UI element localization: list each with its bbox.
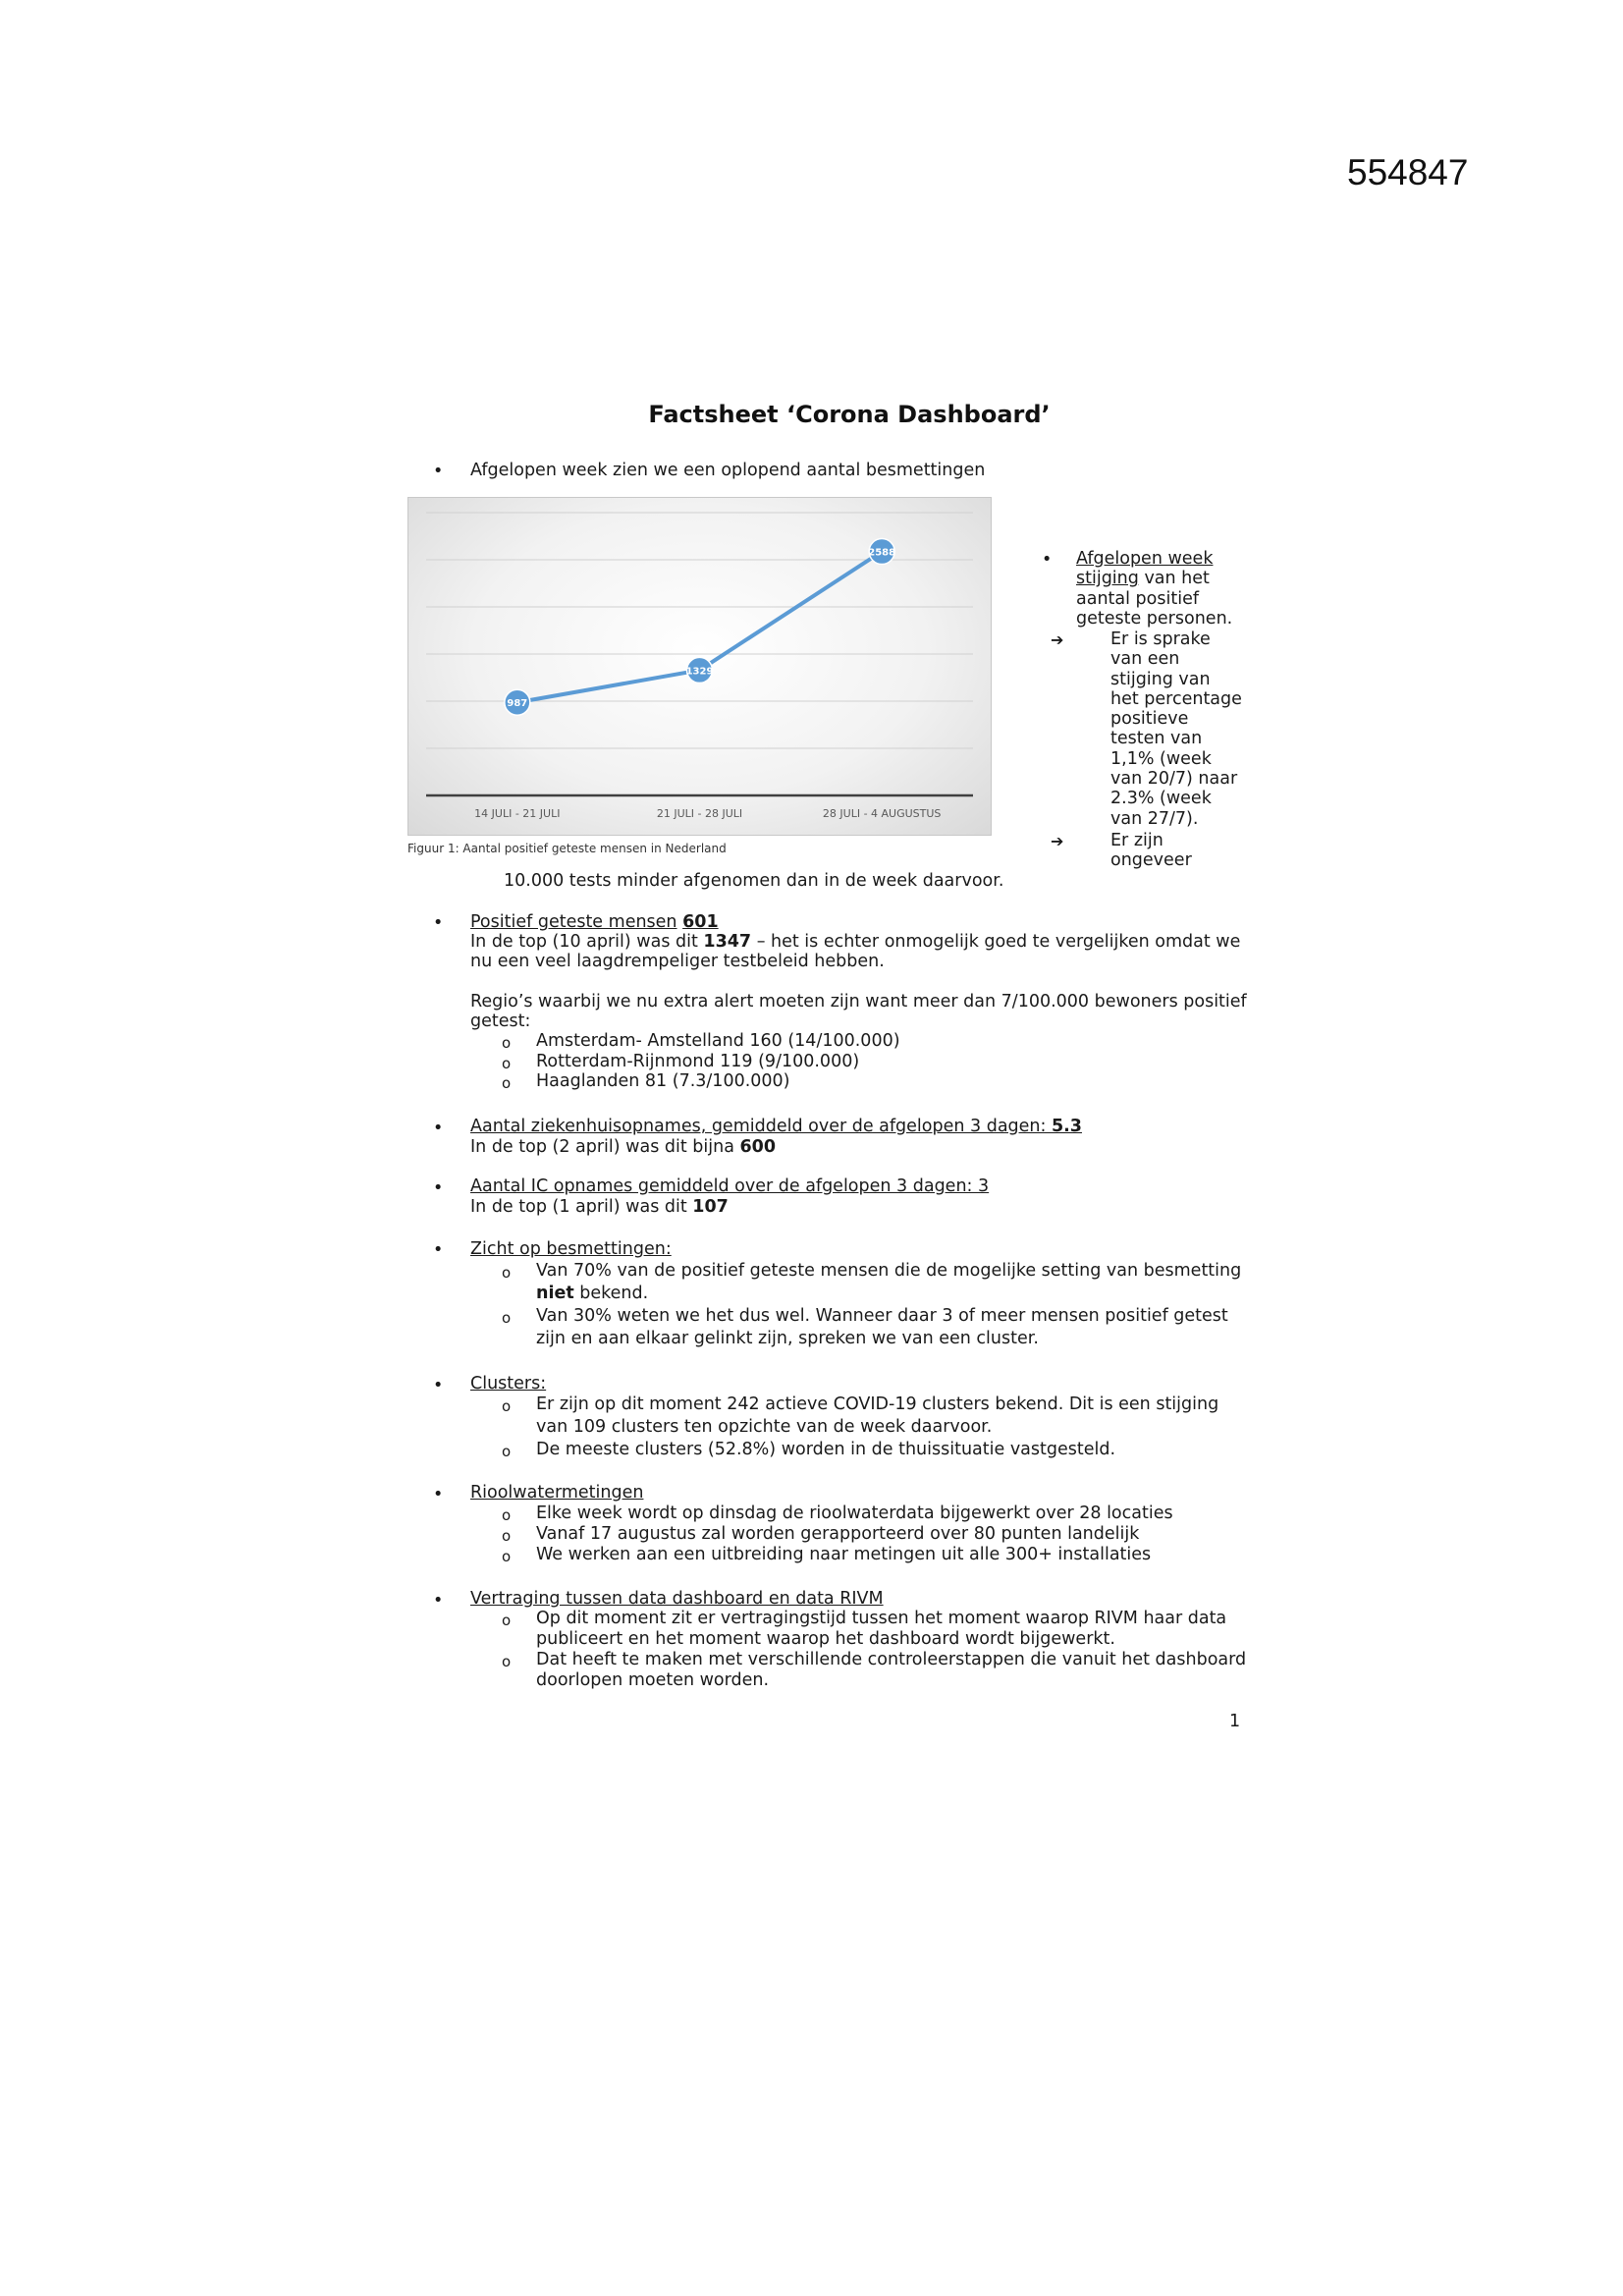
positief-top-value: 1347 (703, 932, 752, 952)
side-note-stijging: stijging (1076, 569, 1139, 589)
side-note-arrow1-line: van 27/7). (1110, 808, 1199, 829)
positief-value: 601 (682, 912, 719, 932)
side-note-arrow1-line: Er is sprake (1110, 629, 1211, 649)
side-note-line3: aantal positief (1076, 588, 1199, 609)
intro-text: Afgelopen week zien we een oplopend aantal besmettingen (470, 461, 986, 480)
chart-data-label: 987 (507, 698, 528, 710)
side-note-line2-rest: van het (1138, 569, 1210, 589)
zicht-item1-line1: Van 70% van de positief geteste mensen die de mogelijke setting van besmetting (536, 1261, 1242, 1281)
page-title: Factsheet ‘Corona Dashboard’ (648, 401, 1051, 428)
riool-item: Elke week wordt op dinsdag de rioolwaterdata bijgewerkt over 28 locaties (536, 1503, 1173, 1523)
clusters-item1-line1: Er zijn op dit moment 242 actieve COVID-19 clusters bekend. Dit is een stijging (536, 1394, 1219, 1414)
vertraging-item1-line1: Op dit moment zit er vertragingstijd tussen het moment waarop RIVM haar data (536, 1609, 1227, 1628)
zicht-heading (470, 1239, 672, 1259)
side-note-arrow1-line: van een (1110, 649, 1180, 670)
chart-category-label: 14 JULI - 21 JULI (474, 807, 561, 820)
circle-bullet: o (502, 1443, 512, 1460)
bullet-dot: • (433, 1376, 444, 1395)
circle-bullet: o (502, 1074, 512, 1092)
riool-heading-text: Rioolwatermetingen (470, 1483, 644, 1503)
bullet-dot: • (433, 913, 444, 933)
circle-bullet: o (502, 1548, 512, 1565)
chart-svg (408, 498, 991, 835)
region-item: Haaglanden 81 (7.3/100.000) (536, 1071, 790, 1091)
ic-heading (470, 1176, 989, 1196)
side-note-arrow1-line: het percentage (1110, 688, 1242, 709)
positief-line1-a: In de top (10 april) was dit (470, 932, 704, 952)
circle-bullet: o (502, 1612, 512, 1629)
chart-data-label: 1329 (685, 666, 714, 678)
side-note-arrow2 (1110, 831, 1258, 871)
ziekenhuis-line (470, 1137, 776, 1157)
region-item: Rotterdam-Rijnmond 119 (9/100.000) (536, 1052, 860, 1071)
circle-bullet: o (502, 1264, 512, 1282)
side-note-line4: geteste personen. (1076, 608, 1233, 629)
tests-line: 10.000 tests minder afgenomen dan in de week daarvoor. (504, 871, 1004, 891)
bullet-dot: • (433, 1240, 444, 1260)
circle-bullet: o (502, 1527, 512, 1545)
ic-top-value: 107 (692, 1197, 729, 1217)
side-note-arrow1-line: 1,1% (week (1110, 748, 1212, 769)
side-bullet-dot: • (1042, 550, 1053, 570)
side-note-arrow1-line: van 20/7) naar (1110, 769, 1238, 790)
chart-category-label: 21 JULI - 28 JULI (656, 807, 743, 820)
clusters-item2: De meeste clusters (52.8%) worden in de thuissituatie vastgesteld. (536, 1440, 1116, 1459)
positief-line2: nu een veel laagdrempeliger testbeleid hebben. (470, 952, 885, 971)
side-note-arrow1-line: testen van (1110, 729, 1203, 749)
arrow-icon: ➔ (1051, 630, 1064, 649)
ic-heading-text: Aantal IC opnames gemiddeld over de afgelopen 3 dagen: 3 (470, 1176, 990, 1196)
side-note-arrow2-line: ongeveer (1110, 850, 1192, 871)
bullet-dot: • (433, 462, 444, 481)
bullet-dot: • (433, 1178, 444, 1198)
arrow-icon: ➔ (1051, 832, 1064, 850)
chart-category-label: 28 JULI - 4 AUGUSTUS (822, 807, 942, 820)
vertraging-item2-line1: Dat heeft te maken met verschillende controleerstappen die vanuit het dashboard (536, 1650, 1247, 1669)
riool-heading (470, 1483, 643, 1503)
ziekenhuis-heading (470, 1117, 1082, 1136)
side-note-arrow1 (1110, 629, 1258, 829)
side-note-arrow2-line: Er zijn (1110, 831, 1163, 850)
clusters-item1-line2: van 109 clusters ten opzichte van de week daarvoor. (536, 1417, 993, 1437)
regio-line1: Regio’s waarbij we nu extra alert moeten zijn want meer dan 7/100.000 bewoners positief (470, 992, 1247, 1011)
riool-item: Vanaf 17 augustus zal worden gerapporteerd over 80 punten landelijk (536, 1524, 1140, 1544)
vertraging-item1-line2: publiceert en het moment waarop het dashboard wordt bijgewerkt. (536, 1629, 1115, 1649)
circle-bullet: o (502, 1653, 512, 1670)
zicht-heading-text: Zicht op besmettingen: (470, 1239, 672, 1259)
bullet-dot: • (433, 1591, 444, 1611)
side-note-arrow1-line: 2.3% (week (1110, 789, 1212, 809)
clusters-heading (470, 1374, 546, 1394)
vertraging-item2-line2: doorlopen moeten worden. (536, 1670, 770, 1690)
side-note-arrow1-line: positieve (1110, 709, 1189, 730)
side-note (1076, 549, 1282, 629)
zicht-niet: niet (536, 1284, 574, 1303)
circle-bullet: o (502, 1309, 512, 1327)
ziekenhuis-value: 5.3 (1051, 1117, 1082, 1136)
region-item: Amsterdam- Amstelland 160 (14/100.000) (536, 1031, 900, 1051)
bullet-dot: • (433, 1485, 444, 1504)
circle-bullet: o (502, 1055, 512, 1072)
positief-line1 (470, 932, 1240, 952)
document-number: 554847 (1347, 152, 1469, 192)
positief-heading-text: Positief geteste mensen (470, 912, 677, 932)
chart-data-label: 2588 (868, 547, 896, 559)
chart-caption: Figuur 1: Aantal positief geteste mensen in Nederland (407, 842, 727, 855)
page-number: 1 (1229, 1712, 1241, 1731)
ic-line (470, 1197, 729, 1217)
clusters-heading-text: Clusters: (470, 1374, 547, 1394)
zicht-item1-rest: bekend. (573, 1284, 649, 1303)
positief-heading (470, 912, 719, 932)
vertraging-heading-text: Vertraging tussen data dashboard en data RIVM (470, 1589, 884, 1609)
zicht-item1-line2 (536, 1284, 648, 1303)
ziekenhuis-top-value: 600 (739, 1137, 777, 1157)
regio-line2: getest: (470, 1011, 531, 1031)
ziekenhuis-heading-text: Aantal ziekenhuisopnames, gemiddeld over de afgelopen 3 dagen: (470, 1117, 1052, 1136)
ziekenhuis-line-a: In de top (2 april) was dit bijna (470, 1137, 740, 1157)
zicht-item2-line1: Van 30% weten we het dus wel. Wanneer daar 3 of meer mensen positief getest (536, 1306, 1228, 1326)
vertraging-heading (470, 1589, 884, 1609)
line-chart (407, 497, 992, 836)
circle-bullet: o (502, 1397, 512, 1415)
positief-line1-c: – het is echter onmogelijk goed te vergelijken omdat we (751, 932, 1241, 952)
side-note-line1: Afgelopen week (1076, 549, 1214, 569)
bullet-dot: • (433, 1119, 444, 1138)
zicht-item2-line2: zijn en aan elkaar gelinkt zijn, spreken we van een cluster. (536, 1329, 1039, 1348)
ic-line-a: In de top (1 april) was dit (470, 1197, 693, 1217)
circle-bullet: o (502, 1506, 512, 1524)
riool-item: We werken aan een uitbreiding naar metingen uit alle 300+ installaties (536, 1545, 1152, 1564)
side-note-arrow1-line: stijging van (1110, 669, 1211, 689)
circle-bullet: o (502, 1034, 512, 1052)
